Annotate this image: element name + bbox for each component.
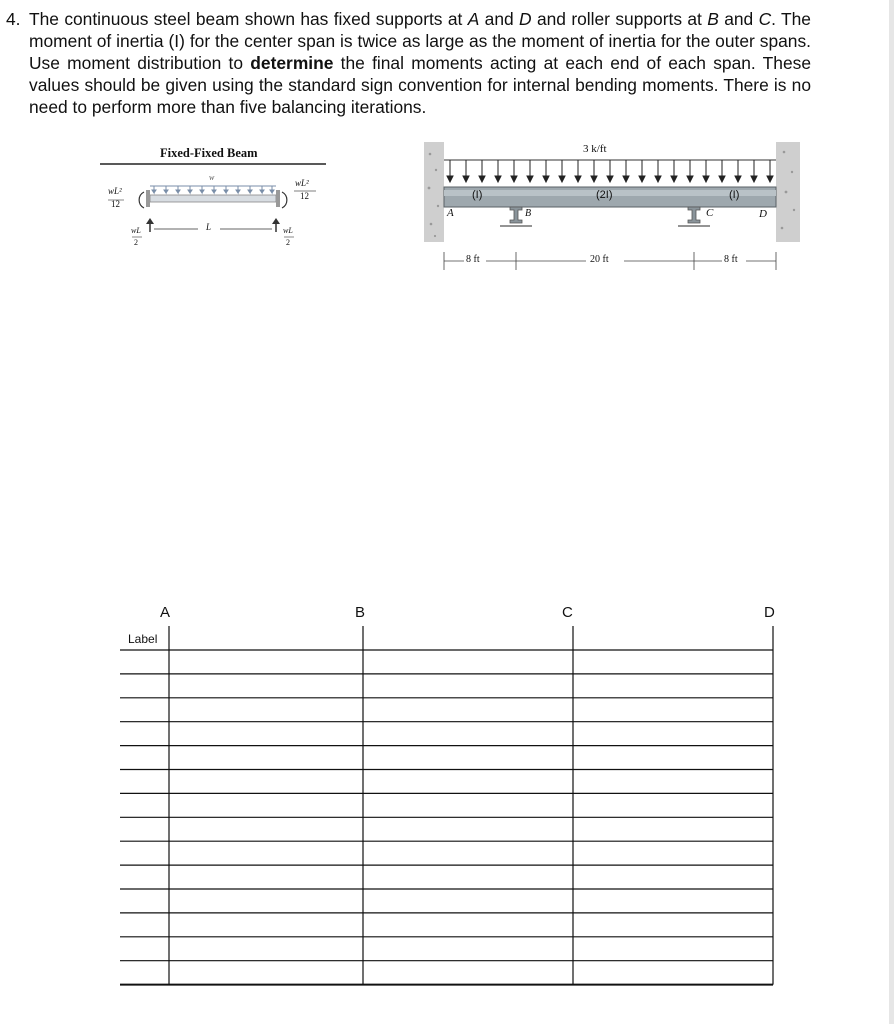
right-reaction-num: wL [283,226,293,235]
column-b-label: B [355,604,366,621]
support-a-label: A [447,207,454,219]
column-c-label: C [562,604,573,621]
support-b-label: B [525,208,532,219]
left-moment-den: 12 [111,199,120,209]
fixed-beam-title: Fixed-Fixed Beam [160,146,258,160]
support-c-label: C [706,207,714,219]
span-ab-inertia-label: (I) [472,189,483,201]
span-bc-inertia-label: (2I) [596,189,613,201]
span-l-label: L [206,222,212,232]
right-reaction-den: 2 [286,238,290,247]
scrollbar[interactable] [889,0,894,1024]
load-w-label: w [209,173,215,182]
dimension-ab-label: 8 ft [466,254,480,265]
right-moment-num: wL² [295,178,309,188]
question-number: 4. [6,9,21,29]
column-a-label: A [160,604,171,621]
row-header-label: Label [128,632,158,646]
dimension-cd-label: 8 ft [724,254,738,265]
left-reaction-num: wL [131,226,141,235]
distributed-load-label: 3 k/ft [583,143,607,155]
left-reaction-den: 2 [134,238,138,247]
left-moment-num: wL² [108,186,122,196]
dimension-bc-label: 20 ft [590,254,609,265]
right-moment-den: 12 [300,191,309,201]
question-text: The continuous steel beam shown has fixed supports at A and D and roller supports at B and C. The moment of inertia (I) for the center span is twice as large as the moment of inertia for the outer spans. Use moment distribution to determine the final moments acting at each end of each span. These values should be given using the standard sign convention for internal bending moments. There is no need to perform more than five balancing iterations. [29,9,811,117]
support-d-label: D [759,208,767,220]
column-d-label: D [764,604,775,621]
span-cd-inertia-label: (I) [729,189,740,201]
